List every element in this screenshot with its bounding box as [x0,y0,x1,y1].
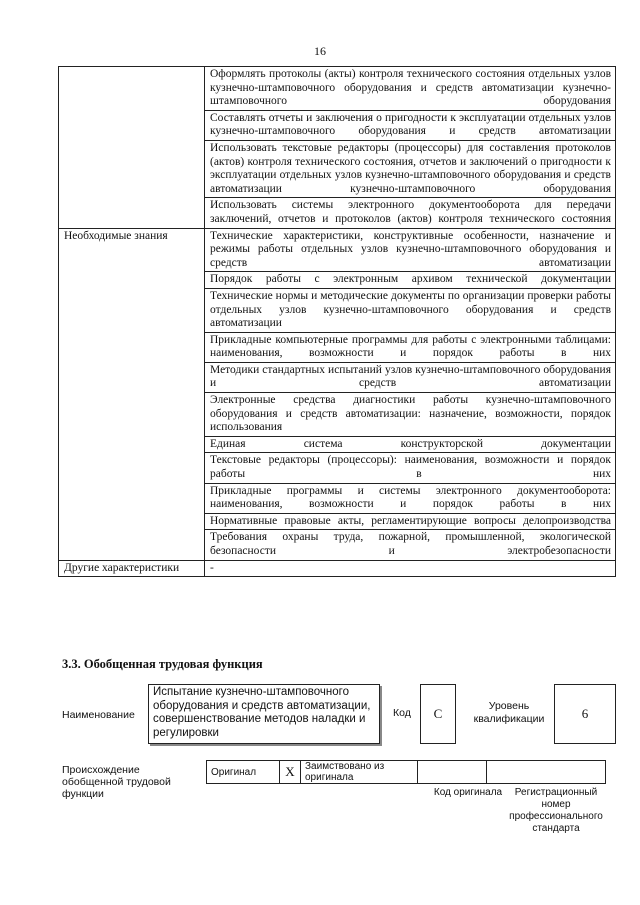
table-row [59,67,616,111]
original-label: Оригинал [207,761,280,784]
requirement-cell: Прикладные компьютерные программы для работы с электронными таблицами: наименования, возможности и порядок работы в них [205,332,616,362]
origin-label: Происхождение обобщенной трудовой функции [62,764,171,800]
competency-table [58,66,616,577]
requirement-cell: Прикладные программы и системы электронного документооборота: наименования, возможности и порядок работы в них [205,483,616,513]
requirement-cell: Составлять отчеты и заключения о пригодности к эксплуатации отдельных узлов кузнечно-штамповочного оборудования и средств автоматизации [205,110,616,140]
code-label: Код [393,707,411,719]
page-number: 16 [314,44,326,58]
requirement-cell: Использовать текстовые редакторы (процессоры) для составления протоколов (актов) контроля технического состояния, отчетов и заключений о пригодности к эксплуатации отдельных узлов кузнечно-штамповочного оборудования и средств автоматизации кузнечно-штамповочного оборудования [205,140,616,197]
requirement-cell: Единая система конструкторской документации [205,436,616,453]
requirement-cell: Технические характеристики, конструктивные особенности, назначение и режимы работы отдельных узлов кузнечно-штамповочного оборудования и средств автоматизации [205,228,616,272]
original-mark: X [280,761,301,784]
borrowed-label: Заимствовано из оригинала [301,761,418,784]
requirement-cell: Электронные средства диагностики работы кузнечно-штамповочного оборудования и средств автоматизации: назначение, возможности, порядок использования [205,393,616,437]
level-label: Уровень квалификации [473,700,545,725]
code-original-caption: Код оригинала [433,787,503,798]
requirement-cell: Текстовые редакторы (процессоры): наименования, возможности и порядок работы в них [205,453,616,483]
code-value-box: С [420,684,456,744]
section-heading: 3.3. Обобщенная трудовая функция [62,657,263,671]
requirement-cell: - [205,560,616,577]
requirement-cell: Технические нормы и методические документы по организации проверки работы отдельных узлов кузнечно-штамповочного оборудования и средств автоматизации [205,288,616,332]
name-label: Наименование [62,709,135,721]
row-label [59,67,205,229]
function-name-box: Испытание кузнечно-штамповочного оборудования и средств автоматизации, совершенствование методов наладки и регулировки [148,684,380,744]
level-value-box: 6 [554,684,616,744]
table-row [59,560,616,577]
row-label: Другие характеристики [59,560,205,577]
reg-number-cell [487,761,606,784]
reg-number-caption: Регистрационный номер профессионального стандарта [509,787,603,834]
row-label: Необходимые знания [59,228,205,560]
requirement-cell: Методики стандартных испытаний узлов кузнечно-штамповочного оборудования и средств автоматизации [205,362,616,392]
code-original-cell [418,761,487,784]
requirement-cell: Нормативные правовые акты, регламентирующие вопросы делопроизводства [205,513,616,530]
requirement-cell: Порядок работы с электронным архивом технической документации [205,272,616,289]
origin-table [206,760,606,784]
requirement-cell: Оформлять протоколы (акты) контроля технического состояния отдельных узлов кузнечно-штамповочного оборудования и средств автоматизации кузнечно-штамповочного оборудования [205,67,616,111]
requirement-cell: Требования охраны труда, пожарной, промышленной, экологической безопасности и электробезопасности [205,530,616,560]
table-row [59,228,616,272]
requirement-cell: Использовать системы электронного документооборота для передачи заключений, отчетов и протоколов (актов) контроля технического состояния [205,198,616,228]
